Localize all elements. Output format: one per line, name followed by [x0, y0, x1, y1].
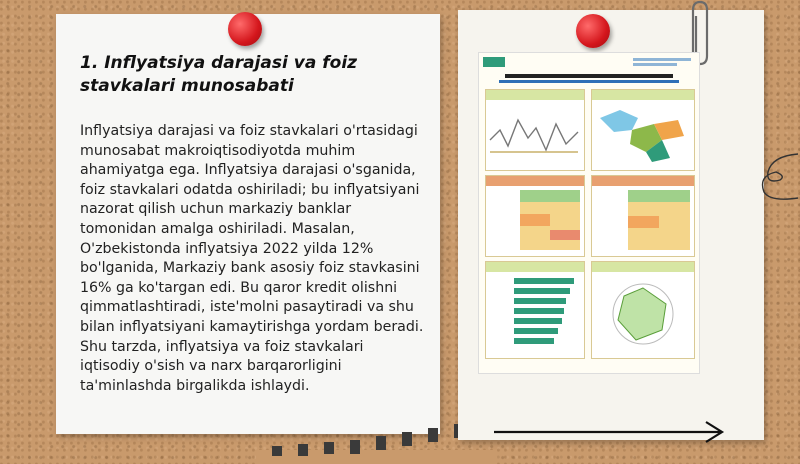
note-paper: [56, 14, 440, 434]
poster-bar-panel: [485, 261, 585, 359]
push-pin-icon: [228, 12, 262, 46]
heatmap-graphic: [592, 186, 694, 254]
curl-doodle-icon: [752, 150, 800, 210]
poster-title: [485, 73, 693, 85]
heatmap-graphic: [486, 186, 584, 254]
note-title: 1. Inflyatsiya darajasi va foiz stavkalari munosabati: [80, 53, 358, 96]
line-chart-graphic: [486, 100, 584, 168]
poster-line-chart-panel: [485, 89, 585, 171]
poster-map-panel: [591, 89, 695, 171]
note-body: Inflyatsiya darajasi va foiz stavkalari o'rtasidagi munosabat makroiqtisodiyotda muhim ahamiyatga ega. Inflyatsiya darajasi o'sganida, foiz stavkalari odatda oshiriladi; bu inflyatsiyani nazorat qilish uchun markaziy banklar tomonidan amalga oshiriladi. Masalan, O'zbekistonda inflyatsiya 2022 yilda 12% bo'lganida, Markaziy bank asosiy foiz stavkasini 16% ga ko'targan edi. Bu qaror kredit olishni qimmatlashtiradi, iste'molni pasaytiradi va shu bilan inflyatsiyani kamaytirishga yordam beradi. Shu tarzda, inflyatsiya va foiz stavkalari iqtisodiy o'sish va narx barqarorligini ta'minlashda birgalikda ishlaydi.: [80, 123, 424, 394]
push-pin-icon: [576, 14, 610, 48]
infographic-poster: [478, 52, 700, 374]
map-graphic: [592, 100, 694, 168]
bar-graphic: [486, 272, 584, 356]
poster-header: [483, 57, 695, 71]
poster-heatmap-left: [485, 175, 585, 257]
radar-graphic: [592, 272, 694, 356]
poster-radar-panel: [591, 261, 695, 359]
poster-heatmap-right: [591, 175, 695, 257]
arrow-right-icon: [492, 418, 728, 446]
